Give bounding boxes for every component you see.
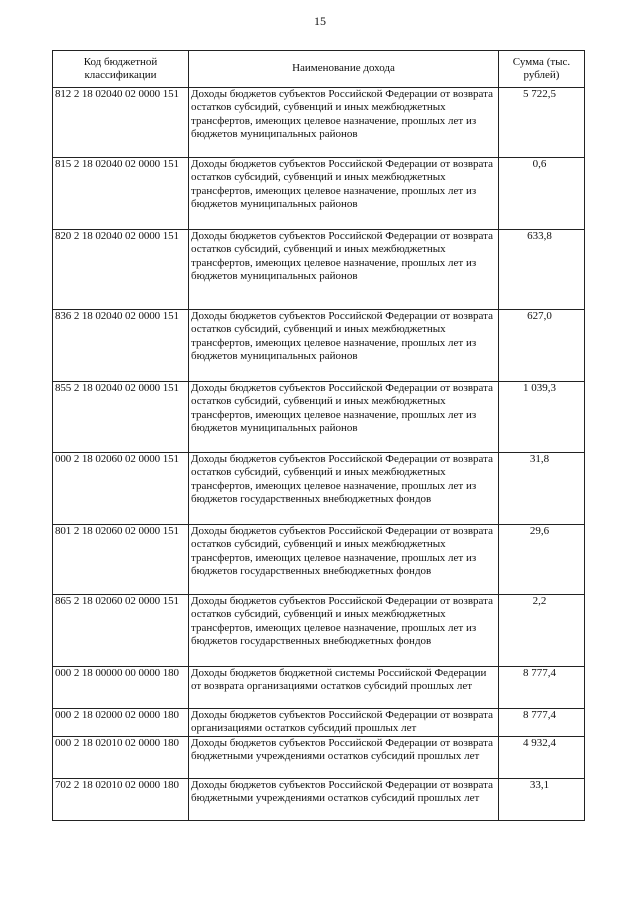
cell-code: 702 2 18 02010 02 0000 180 [53, 778, 189, 820]
cell-sum: 1 039,3 [499, 382, 585, 453]
cell-code: 820 2 18 02040 02 0000 151 [53, 230, 189, 310]
page-number: 15 [314, 14, 326, 28]
cell-code: 000 2 18 02060 02 0000 151 [53, 453, 189, 525]
cell-sum: 2,2 [499, 595, 585, 667]
cell-name: Доходы бюджетов субъектов Российской Федерации от возврата остатков субсидий, субвенций и иных межбюджетных трансфертов, имеющих целевое назначение, прошлых лет из бюджетов муниципальных районов [189, 310, 499, 382]
cell-sum: 31,8 [499, 453, 585, 525]
table-row [53, 667, 585, 709]
cell-sum: 8 777,4 [499, 709, 585, 737]
table-row [53, 382, 585, 453]
header-name: Наименование дохода [189, 51, 499, 88]
cell-name: Доходы бюджетов субъектов Российской Федерации от возврата остатков субсидий, субвенций и иных межбюджетных трансфертов, имеющих целевое назначение, прошлых лет из бюджетов государственных внебюджетных фондов [189, 525, 499, 595]
cell-name: Доходы бюджетов бюджетной системы Российской Федерации от возврата организациями остатков субсидий прошлых лет [189, 667, 499, 709]
cell-name: Доходы бюджетов субъектов Российской Федерации от возврата бюджетными учреждениями остатков субсидий прошлых лет [189, 736, 499, 778]
cell-code: 000 2 18 02000 02 0000 180 [53, 709, 189, 737]
cell-code: 000 2 18 02010 02 0000 180 [53, 736, 189, 778]
table-row [53, 88, 585, 158]
cell-code: 855 2 18 02040 02 0000 151 [53, 382, 189, 453]
cell-name: Доходы бюджетов субъектов Российской Федерации от возврата остатков субсидий, субвенций и иных межбюджетных трансфертов, имеющих целевое назначение, прошлых лет из бюджетов муниципальных районов [189, 382, 499, 453]
cell-sum: 33,1 [499, 778, 585, 820]
cell-sum: 633,8 [499, 230, 585, 310]
cell-name: Доходы бюджетов субъектов Российской Федерации от возврата остатков субсидий, субвенций и иных межбюджетных трансфертов, имеющих целевое назначение, прошлых лет из бюджетов государственных внебюджетных фондов [189, 595, 499, 667]
cell-name: Доходы бюджетов субъектов Российской Федерации от возврата остатков субсидий, субвенций и иных межбюджетных трансфертов, имеющих целевое назначение, прошлых лет из бюджетов муниципальных районов [189, 88, 499, 158]
table-row [53, 453, 585, 525]
header-code: Код бюджетной классификации [53, 51, 189, 88]
table-row [53, 736, 585, 778]
cell-name: Доходы бюджетов субъектов Российской Федерации от возврата остатков субсидий, субвенций и иных межбюджетных трансфертов, имеющих целевое назначение, прошлых лет из бюджетов муниципальных районов [189, 158, 499, 230]
table-header-row [53, 51, 585, 88]
cell-sum: 627,0 [499, 310, 585, 382]
cell-code: 000 2 18 00000 00 0000 180 [53, 667, 189, 709]
table-row [53, 778, 585, 820]
table-row [53, 525, 585, 595]
cell-sum: 0,6 [499, 158, 585, 230]
cell-name: Доходы бюджетов субъектов Российской Федерации от возврата остатков субсидий, субвенций и иных межбюджетных трансфертов, имеющих целевое назначение, прошлых лет из бюджетов государственных внебюджетных фондов [189, 453, 499, 525]
cell-sum: 29,6 [499, 525, 585, 595]
cell-sum: 4 932,4 [499, 736, 585, 778]
cell-name: Доходы бюджетов субъектов Российской Федерации от возврата остатков субсидий, субвенций и иных межбюджетных трансфертов, имеющих целевое назначение, прошлых лет из бюджетов муниципальных районов [189, 230, 499, 310]
budget-income-table [52, 50, 585, 821]
table-row [53, 310, 585, 382]
table-body [53, 88, 585, 821]
cell-code: 865 2 18 02060 02 0000 151 [53, 595, 189, 667]
cell-code: 812 2 18 02040 02 0000 151 [53, 88, 189, 158]
cell-name: Доходы бюджетов субъектов Российской Федерации от возврата бюджетными учреждениями остатков субсидий прошлых лет [189, 778, 499, 820]
table-row [53, 595, 585, 667]
cell-code: 836 2 18 02040 02 0000 151 [53, 310, 189, 382]
table-row [53, 709, 585, 737]
cell-sum: 5 722,5 [499, 88, 585, 158]
cell-code: 801 2 18 02060 02 0000 151 [53, 525, 189, 595]
table-row [53, 230, 585, 310]
table-row [53, 158, 585, 230]
cell-code: 815 2 18 02040 02 0000 151 [53, 158, 189, 230]
cell-sum: 8 777,4 [499, 667, 585, 709]
header-sum: Сумма (тыс. рублей) [499, 51, 585, 88]
cell-name: Доходы бюджетов субъектов Российской Федерации от возврата организациями остатков субсидий прошлых лет [189, 709, 499, 737]
